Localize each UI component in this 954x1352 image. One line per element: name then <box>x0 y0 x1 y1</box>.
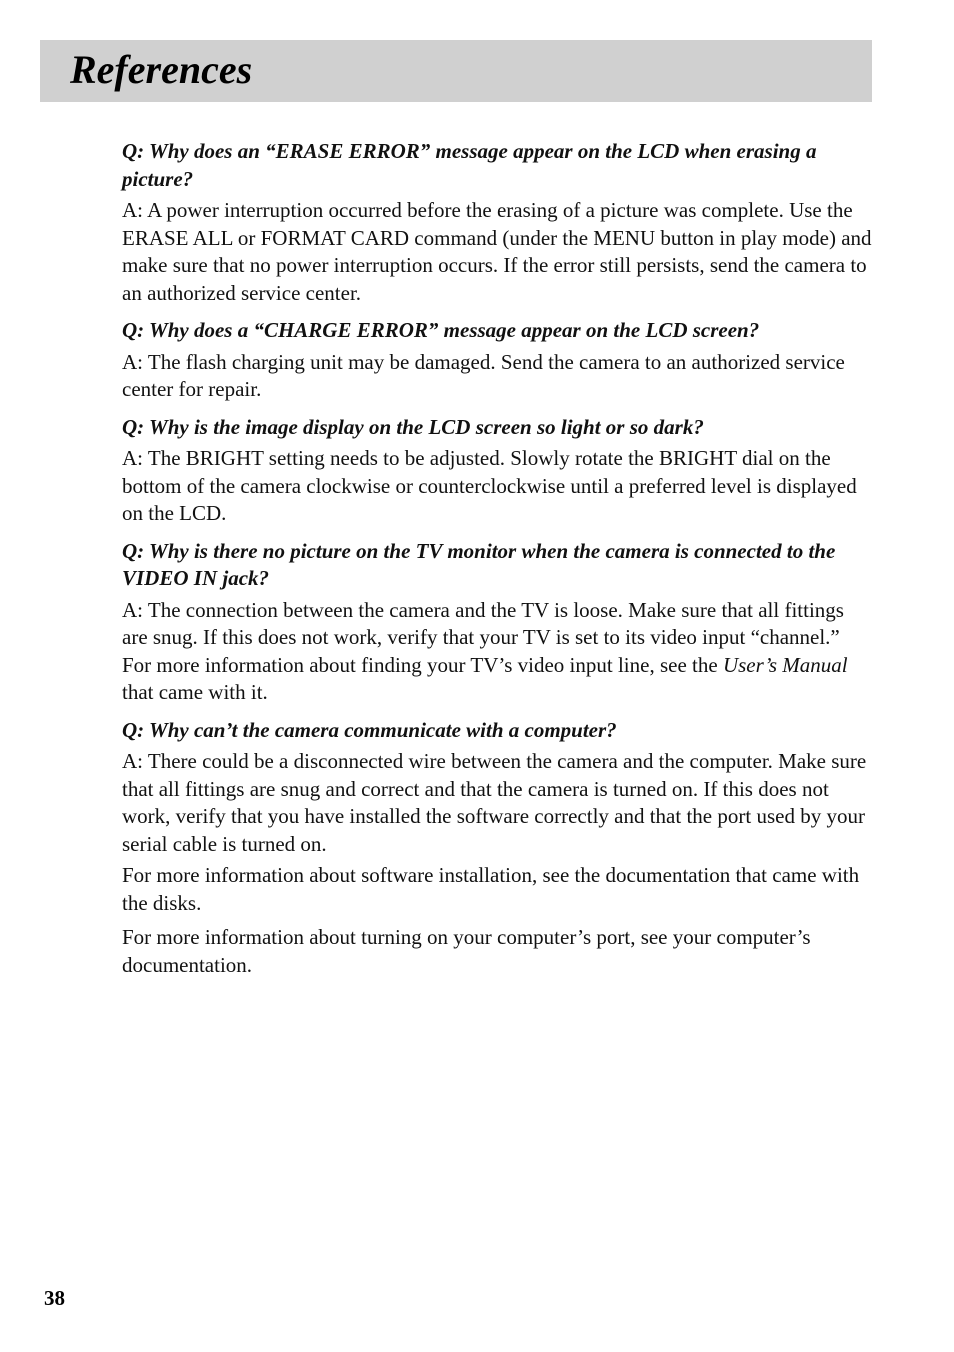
faq-question-charge-error: Q: Why does a “CHARGE ERROR” message appear on the LCD screen? <box>122 318 760 342</box>
faq-question-computer-communication: Q: Why can’t the camera communicate with a computer? <box>122 717 617 742</box>
note-computer-port: For more information about turning on your computer’s port, see your computer’s documentation. <box>122 925 811 977</box>
faq-answer-charge-error: A: The flash charging unit may be damaged. Send the camera to an authorized service center for repair. <box>122 349 845 401</box>
faq-answer-tv-monitor <box>122 597 872 707</box>
answer-text-after: that came with it. <box>122 680 268 704</box>
answer-text-before: A: The connection between the camera and the TV is loose. Make sure that all fittings are snug. If this does not work, verify that your TV is set to its video input “channel.” For more information about finding your TV’s video input line, see the <box>122 597 844 677</box>
users-manual-reference: User’s Manual <box>722 652 848 677</box>
note-software-installation: For more information about software installation, see the documentation that came with the disks. <box>122 863 860 915</box>
faq-content <box>122 138 872 986</box>
faq-question-tv-monitor: Q: Why is there no picture on the TV monitor when the camera is connected to the VIDEO IN jack? <box>122 538 836 590</box>
header-band <box>40 40 872 102</box>
page-title: References <box>70 47 253 92</box>
page-number: 38 <box>44 1286 65 1310</box>
faq-answer-computer-communication: A: There could be a disconnected wire between the camera and the computer. Make sure that all fittings are snug and correct and that the camera is turned on. If this does not work, verify that you have installed the software correctly and that the port used by your serial cable is turned on. <box>122 749 867 856</box>
faq-answer-lcd-brightness: A: The BRIGHT setting needs to be adjusted. Slowly rotate the BRIGHT dial on the bottom of the camera clockwise or counterclockwise until a preferred level is displayed on the LCD. <box>122 446 857 525</box>
faq-question-erase-error: Q: Why does an “ERASE ERROR” message appear on the LCD when erasing a picture? <box>122 139 817 191</box>
faq-question-lcd-brightness: Q: Why is the image display on the LCD screen so light or so dark? <box>122 414 704 439</box>
faq-answer-erase-error: A: A power interruption occurred before the erasing of a picture was complete. Use the ERASE ALL or FORMAT CARD command (under the MENU button in play mode) and make sure that no power interruption occurs. If the error still persists, send the camera to an authorized service center. <box>122 198 872 305</box>
